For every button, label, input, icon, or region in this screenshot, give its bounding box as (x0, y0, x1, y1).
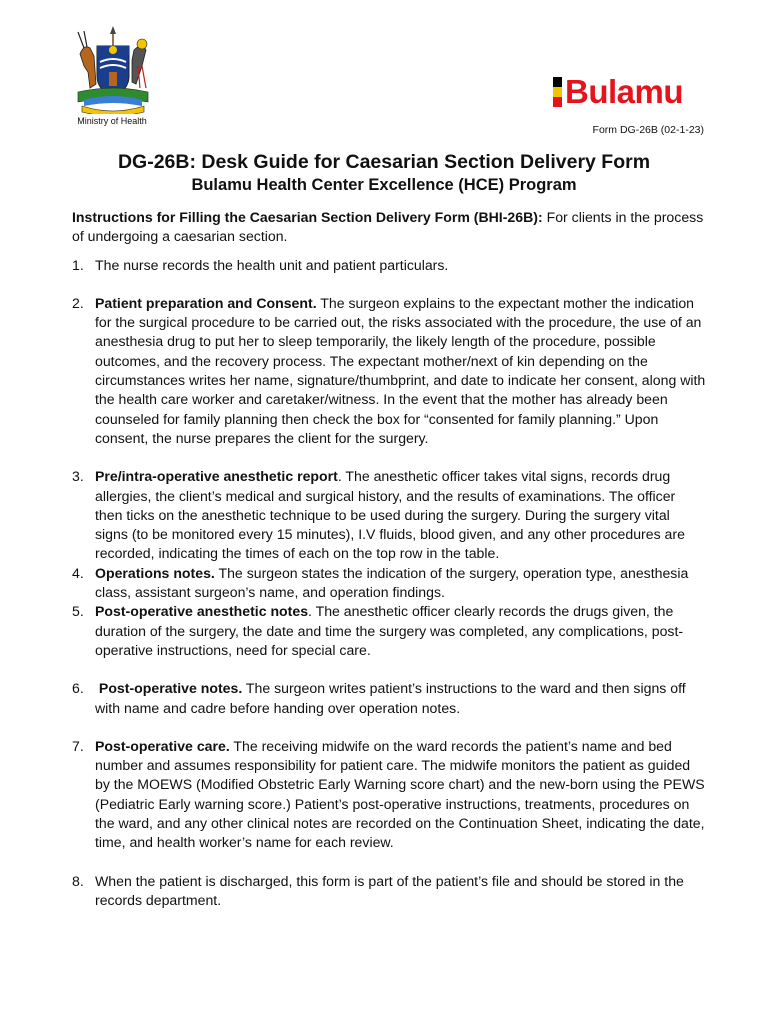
item-number: 1. (72, 256, 84, 273)
list-item (72, 602, 706, 660)
item-number: 2. (72, 294, 84, 311)
list-item (72, 872, 706, 911)
intro-text: For clients in the process of undergoing a caesarian section. (72, 209, 704, 245)
page-subtitle: Bulamu Health Center Excellence (HCE) Program (191, 176, 577, 194)
item-number: 8. (72, 872, 84, 889)
item-number: 4. (72, 564, 84, 581)
bulamu-flag-icon (553, 77, 562, 107)
item-text: The surgeon states the indication of the surgery, operation type, anesthesia class, assistant surgeon’s name, and operation findings. (95, 564, 689, 601)
item-heading: Post-operative care. (95, 737, 230, 754)
list-item (72, 467, 706, 563)
item-text: The surgeon explains to the expectant mother the indication for the surgical procedure to be carried out, the risks associated with the procedure, the use of an anesthesia drug to put her to sleep temporarily, the likely length of the procedure, possible outcomes, and the recovery process. The expectant mother/next of kin depending on the circumstances writes her name, signature/thumbprint, and date to indicate her consent, along with the health care worker and caretaker/witness. In the event that the mother has already been counseled for family planning then check the box for “consented for family planning.” Upon consent, the nurse prepares the client for the surgery. (95, 294, 706, 446)
list-item (72, 737, 706, 853)
item-text: The surgeon writes patient’s instructions to the ward and then signs off with name and cadre before handing over operation notes. (95, 680, 686, 716)
list-item (72, 294, 706, 448)
list-item (72, 256, 706, 275)
document-body (72, 208, 706, 910)
instructions-list (72, 256, 706, 911)
item-heading: Post-operative notes. (95, 680, 243, 697)
list-item (72, 679, 706, 718)
bulamu-logo (553, 73, 684, 110)
item-text: . The anesthetic officer takes vital signs, records drug allergies, the client’s medical and surgical history, and the results of examinations. The officer then ticks on the anesthetic technique to be used during the surgery. During the surgery vital signs (to be monitored every 15 minutes), I.V fluids, blood given, and any other procedures are recorded, indicating the times of each on the top row in the table. (95, 468, 685, 562)
item-number: 6. (72, 680, 84, 697)
uganda-coat-of-arms-icon (72, 26, 154, 114)
item-heading: Operations notes. (95, 564, 215, 581)
ministry-label: Ministry of Health (77, 116, 147, 126)
item-heading: Post-operative anesthetic notes (95, 603, 309, 620)
list-item (72, 564, 706, 603)
item-heading: Patient preparation and Consent. (95, 294, 317, 311)
logo-text: Bulamu (565, 73, 684, 110)
item-number: 5. (72, 603, 84, 620)
form-code: Form DG-26B (02-1-23) (592, 124, 704, 136)
instructions-intro (72, 208, 706, 247)
item-number: 3. (72, 468, 84, 485)
intro-heading: Instructions for Filling the Caesarian Section Delivery Form (BHI-26B): (72, 209, 543, 225)
item-number: 7. (72, 737, 84, 754)
page-header (0, 0, 768, 140)
item-heading: Pre/intra-operative anesthetic report (95, 468, 338, 485)
item-text: The nurse records the health unit and patient particulars. (95, 256, 449, 273)
item-text: The receiving midwife on the ward records the patient’s name and bed number and assumes responsibility for patient care. The midwife monitors the patient as guided by the MOEWS (Modified Obstetric Early Warning score chart) and the new-born using the PEWS (Pediatric Early warning score.) Patient’s post-operative instructions, treatments, procedures on the ward, and any other clinical notes are recorded on the Continuation Sheet, indicating the date, time, and health worker’s name for each review. (95, 737, 705, 851)
page-title: DG-26B: Desk Guide for Caesarian Section Delivery Form (117, 151, 651, 173)
item-text: When the patient is discharged, this form is part of the patient’s file and should be stored in the records department. (95, 872, 684, 908)
item-text: . The anesthetic officer clearly records the drugs given, the duration of the surgery, the date and time the surgery was completed, any complications, post-operative instructions, need for special care. (95, 603, 684, 658)
